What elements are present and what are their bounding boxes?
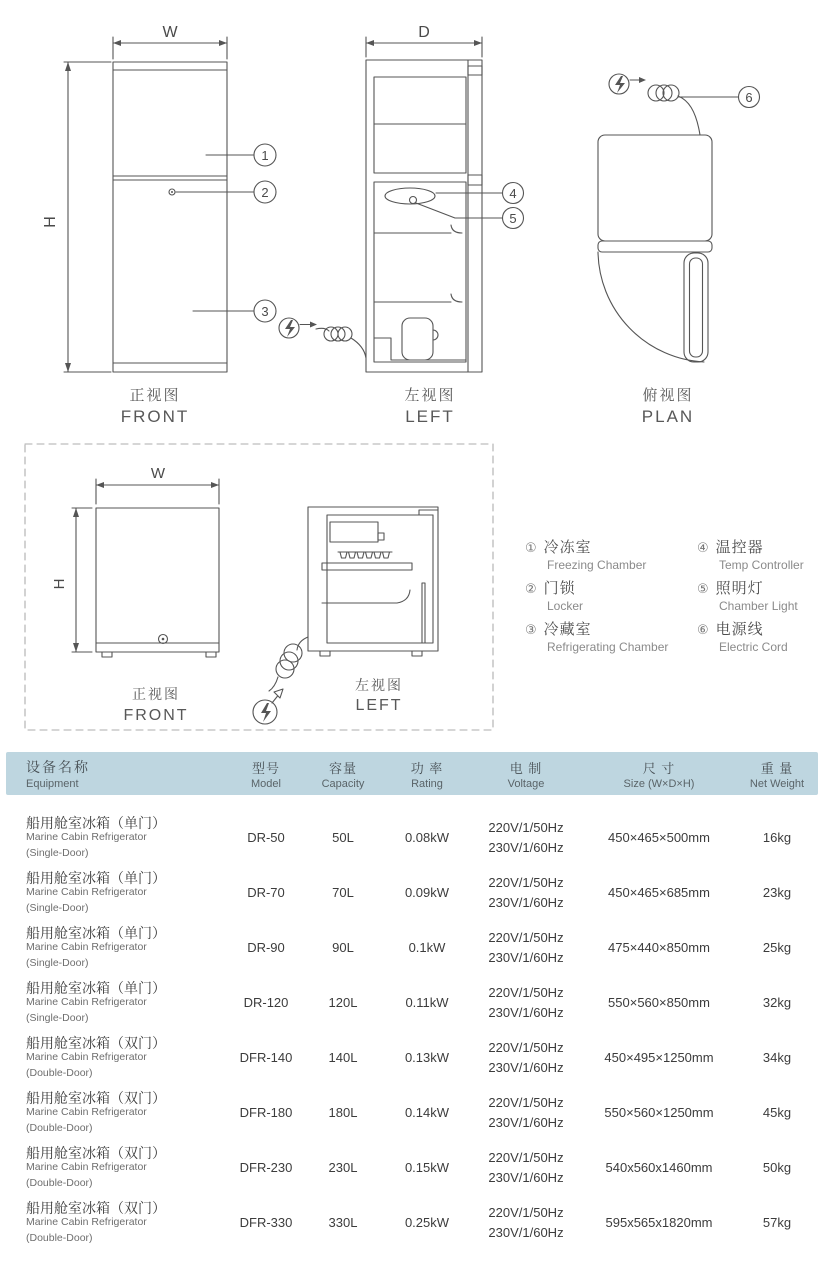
front-view-caption-en: FRONT <box>120 407 190 426</box>
cell-weight: 25kg <box>762 940 792 955</box>
cell-voltage: 220V/1/50Hz 230V/1/60Hz <box>488 874 564 910</box>
header-weight-en: Net Weight <box>749 777 805 790</box>
cell-equipment: 船用舱室冰箱（单门） Marine Cabin Refrigerator (Single-Door) <box>26 870 166 914</box>
header-voltage <box>470 758 582 790</box>
cell-model: DR-120 <box>243 995 289 1010</box>
cell-model: DR-70 <box>247 885 285 900</box>
cell-weight: 57kg <box>762 1215 792 1230</box>
cell-capacity: 70L <box>332 885 354 900</box>
cell-capacity: 90L <box>332 940 354 955</box>
cell-size: 475×440×850mm <box>608 940 710 955</box>
header-model <box>230 758 302 790</box>
plan-view-drawing <box>598 74 760 362</box>
legend-zh-5: 照明灯 <box>715 580 764 597</box>
height-dimension <box>42 62 111 372</box>
small-front-caption-en: FRONT <box>123 707 189 724</box>
callout-5-number: 5 <box>509 211 517 226</box>
chamber-light-mark <box>410 197 417 204</box>
legend-num-3: ③ <box>525 622 537 637</box>
cell-size: 450×495×1250mm <box>604 1050 714 1065</box>
cell-rating: 0.09kW <box>404 885 450 900</box>
cell-voltage: 220V/1/50Hz 230V/1/60Hz <box>488 1094 564 1130</box>
cell-weight: 50kg <box>762 1160 792 1175</box>
left-view-caption-en: LEFT <box>405 407 455 426</box>
cell-weight: 16kg <box>762 830 792 845</box>
header-rating-en: Rating <box>411 777 443 790</box>
callout-2-badge <box>176 181 276 203</box>
door-gasket <box>422 583 425 643</box>
header-weight <box>736 758 818 790</box>
power-plug-icon <box>279 318 317 338</box>
left-view-caption-zh: 左视图 <box>404 387 456 404</box>
cell-rating: 0.08kW <box>404 830 450 845</box>
left-view-drawing <box>366 24 524 372</box>
cell-capacity: 330L <box>328 1215 358 1230</box>
table-row <box>6 1195 818 1250</box>
compressor-mark <box>402 318 433 360</box>
cell-weight: 23kg <box>762 885 792 900</box>
table-row <box>6 1140 818 1195</box>
cell-rating: 0.14kW <box>404 1105 450 1120</box>
cell-rating: 0.13kW <box>404 1050 450 1065</box>
header-capacity-en: Capacity <box>321 777 365 790</box>
legend-en-3: Refrigerating Chamber <box>547 640 669 654</box>
cell-capacity: 230L <box>328 1160 358 1175</box>
legend-num-6: ⑥ <box>697 622 709 637</box>
cell-model: DFR-140 <box>239 1050 293 1065</box>
cell-equipment: 船用舱室冰箱（双门） Marine Cabin Refrigerator (Double-Door) <box>26 1035 166 1079</box>
legend-en-2: Locker <box>547 599 584 613</box>
cell-rating: 0.15kW <box>404 1160 450 1175</box>
callout-4-badge <box>436 183 524 204</box>
cell-weight: 34kg <box>762 1050 792 1065</box>
callout-3-number: 3 <box>261 304 269 319</box>
header-equipment-zh: 设备名称 <box>26 759 90 775</box>
legend-item-locker <box>525 581 697 613</box>
header-equipment <box>6 757 230 790</box>
cell-size: 550×560×850mm <box>608 995 710 1010</box>
small-front-caption-zh: 正视图 <box>132 686 180 702</box>
height-dimension-small <box>51 508 92 652</box>
cell-voltage: 220V/1/50Hz 230V/1/60Hz <box>488 1039 564 1075</box>
callout-6-number: 6 <box>745 90 753 105</box>
dim-d-label: D <box>418 24 430 41</box>
cell-model: DR-50 <box>247 830 285 845</box>
spec-table <box>6 752 818 1250</box>
table-body <box>6 795 818 1250</box>
dim-h-label: H <box>42 216 59 228</box>
table-row <box>6 1085 818 1140</box>
cell-model: DFR-330 <box>239 1215 293 1230</box>
callout-6-badge <box>678 87 760 108</box>
legend-en-5: Chamber Light <box>719 599 798 613</box>
cell-size: 595x565x1820mm <box>605 1215 713 1230</box>
dim-h-small-label: H <box>51 578 68 590</box>
cell-voltage: 220V/1/50Hz 230V/1/60Hz <box>488 1149 564 1185</box>
legend-num-5: ⑤ <box>697 581 709 596</box>
single-door-drawings <box>20 440 500 740</box>
cell-voltage: 220V/1/50Hz 230V/1/60Hz <box>488 929 564 965</box>
cell-equipment: 船用舱室冰箱（双门） Marine Cabin Refrigerator (Double-Door) <box>26 1145 166 1189</box>
small-left-view-drawing <box>253 507 438 724</box>
plan-view-caption-en: PLAN <box>641 407 695 426</box>
cell-rating: 0.1kW <box>408 940 446 955</box>
legend-item-refrigerating-chamber <box>525 622 697 654</box>
header-model-zh: 型号 <box>251 760 280 776</box>
header-capacity <box>302 758 384 790</box>
header-voltage-zh: 电 制 <box>509 760 543 776</box>
cord-to-coil <box>678 96 700 135</box>
table-row <box>6 920 818 975</box>
power-cord-coil-plan <box>648 85 679 101</box>
legend-item-freezing-chamber <box>525 540 697 572</box>
callout-1-badge <box>206 144 276 166</box>
legend-item-temp-controller <box>697 540 804 572</box>
door-swing-arc <box>598 252 704 362</box>
power-plug-icon-plan <box>609 74 646 94</box>
cell-equipment: 船用舱室冰箱（单门） Marine Cabin Refrigerator (Single-Door) <box>26 815 166 859</box>
header-rating <box>384 758 470 790</box>
table-row <box>6 975 818 1030</box>
callout-4-number: 4 <box>509 186 517 201</box>
width-dimension <box>113 24 227 59</box>
legend-zh-4: 温控器 <box>715 539 764 556</box>
dashed-frame <box>25 444 493 730</box>
legend-num-2: ② <box>525 581 537 596</box>
legend-zh-6: 电源线 <box>715 621 764 638</box>
legend-item-electric-cord <box>697 622 804 654</box>
header-rating-zh: 功 率 <box>410 760 444 776</box>
dim-w-label: W <box>162 24 178 41</box>
cell-voltage: 220V/1/50Hz 230V/1/60Hz <box>488 984 564 1020</box>
small-left-caption-en: LEFT <box>355 697 403 714</box>
table-header <box>6 752 818 795</box>
callout-1-number: 1 <box>261 148 269 163</box>
header-voltage-en: Voltage <box>507 777 545 790</box>
power-cord-coil-small <box>269 637 308 691</box>
header-size <box>582 758 736 790</box>
cell-capacity: 120L <box>328 995 358 1010</box>
cell-equipment: 船用舱室冰箱（单门） Marine Cabin Refrigerator (Single-Door) <box>26 925 166 969</box>
cell-size: 450×465×685mm <box>608 885 710 900</box>
table-row <box>6 1030 818 1085</box>
cell-equipment: 船用舱室冰箱（双门） Marine Cabin Refrigerator (Double-Door) <box>26 1090 166 1134</box>
front-view-caption-zh: 正视图 <box>129 387 181 404</box>
cell-size: 450×465×500mm <box>608 830 710 845</box>
cell-weight: 45kg <box>762 1105 792 1120</box>
width-dimension-small <box>96 465 219 504</box>
legend-num-4: ④ <box>697 540 709 555</box>
header-size-zh: 尺 寸 <box>642 760 676 776</box>
table-row <box>6 810 818 865</box>
evaporator-box <box>330 522 378 542</box>
legend-zh-3: 冷藏室 <box>543 621 592 638</box>
dim-w-small-label: W <box>150 465 166 482</box>
legend-num-1: ① <box>525 540 537 555</box>
legend-item-chamber-light <box>697 581 804 613</box>
cell-model: DR-90 <box>247 940 285 955</box>
open-door-mark <box>684 253 708 362</box>
callout-5-badge <box>416 203 524 229</box>
power-plug-icon-small <box>253 689 283 724</box>
cell-equipment: 船用舱室冰箱（单门） Marine Cabin Refrigerator (Single-Door) <box>26 980 166 1024</box>
legend-en-4: Temp Controller <box>719 558 804 572</box>
parts-legend <box>525 540 825 663</box>
header-model-en: Model <box>251 777 281 790</box>
top-drawings <box>0 0 830 438</box>
cell-capacity: 180L <box>328 1105 358 1120</box>
cell-model: DFR-180 <box>239 1105 293 1120</box>
cell-size: 540x560x1460mm <box>605 1160 713 1175</box>
cell-size: 550×560×1250mm <box>604 1105 714 1120</box>
shelf-bar <box>322 563 412 570</box>
cell-capacity: 50L <box>332 830 354 845</box>
cell-voltage: 220V/1/50Hz 230V/1/60Hz <box>488 819 564 855</box>
cell-rating: 0.25kW <box>404 1215 450 1230</box>
cell-voltage: 220V/1/50Hz 230V/1/60Hz <box>488 1204 564 1240</box>
legend-en-6: Electric Cord <box>719 640 788 654</box>
plan-view-caption-zh: 俯视图 <box>642 387 694 404</box>
callout-2-number: 2 <box>261 185 269 200</box>
cell-model: DFR-230 <box>239 1160 293 1175</box>
front-view-drawing <box>42 24 366 372</box>
header-weight-zh: 重 量 <box>760 760 794 776</box>
depth-dimension <box>366 24 482 57</box>
header-equipment-en: Equipment <box>26 778 79 790</box>
cell-weight: 32kg <box>762 995 792 1010</box>
callout-3-badge <box>193 300 276 322</box>
legend-zh-2: 门锁 <box>543 580 576 597</box>
cell-equipment: 船用舱室冰箱（双门） Marine Cabin Refrigerator (Double-Door) <box>26 1200 166 1244</box>
header-capacity-zh: 容量 <box>328 760 357 776</box>
cell-rating: 0.11kW <box>405 995 449 1010</box>
cell-capacity: 140L <box>328 1050 358 1065</box>
power-cord-coil <box>316 327 366 358</box>
header-size-en: Size (W×D×H) <box>623 777 695 790</box>
table-row <box>6 865 818 920</box>
small-left-caption-zh: 左视图 <box>355 677 403 693</box>
small-front-view-drawing <box>51 465 219 657</box>
legend-en-1: Freezing Chamber <box>547 558 647 572</box>
legend-zh-1: 冷冻室 <box>543 539 592 556</box>
